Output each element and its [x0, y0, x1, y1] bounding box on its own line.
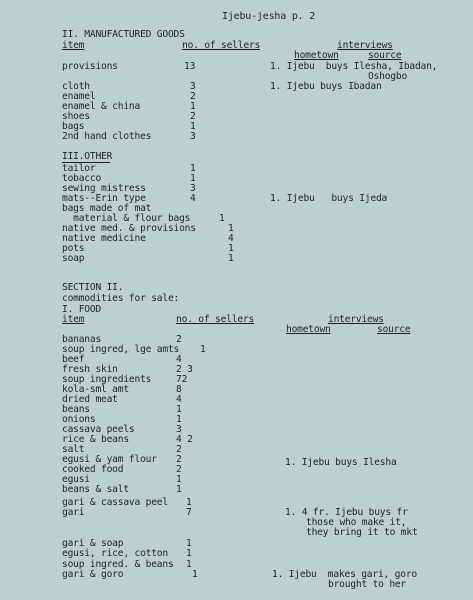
- row-count: 4 2: [176, 434, 193, 445]
- row-item: soup ingred. & beans: [62, 559, 174, 570]
- section-subtitle: commodities for sale:: [62, 293, 180, 304]
- row-count: 7: [186, 507, 192, 518]
- row-item: native med. & provisions: [62, 223, 196, 234]
- row-count: 4: [176, 394, 182, 405]
- row-item: salt: [62, 444, 85, 455]
- page-header: Ijebu-jesha p. 2: [222, 11, 316, 22]
- row-item: material & flour bags: [62, 213, 191, 224]
- row-count: 1: [228, 223, 234, 234]
- row-item: soup ingred, lge amts: [62, 344, 180, 355]
- col-header-sellers: no. of sellers: [176, 314, 255, 325]
- col-header-item: item: [62, 314, 85, 325]
- row-item: gari & soap: [62, 538, 124, 549]
- row-count: 3: [190, 183, 196, 194]
- row-item: cassava peels: [62, 424, 135, 435]
- row-count: 4: [190, 193, 196, 204]
- row-count: 2: [176, 454, 182, 465]
- row-note-cont: they bring it to mkt: [306, 527, 418, 538]
- row-note-cont: those who make it,: [306, 517, 407, 528]
- row-count: 1: [190, 163, 196, 174]
- row-item: sewing mistress: [62, 183, 146, 194]
- row-item: shoes: [62, 111, 90, 122]
- row-item: soup ingredients: [62, 374, 152, 385]
- row-item: egusi & yam flour: [62, 454, 157, 465]
- row-count: 8: [176, 384, 182, 395]
- row-count: 2: [176, 444, 182, 455]
- col-header-source: source: [368, 50, 402, 61]
- row-note: 1. Ijebu makes gari, goro: [272, 569, 417, 580]
- row-item: bags: [62, 121, 85, 132]
- row-count: 13: [184, 61, 196, 72]
- row-item: enamel: [62, 91, 96, 102]
- row-item: native medicine: [62, 233, 146, 244]
- row-note: 1. 4 fr. Ijebu buys fr: [285, 507, 408, 518]
- row-item: bags made of mat: [62, 203, 152, 214]
- row-count: 1: [176, 474, 182, 485]
- row-note: 1. Ijebu buys Ijeda: [270, 193, 388, 204]
- row-note: 1. Ijebu buys Ilesha: [285, 457, 397, 468]
- row-item: gari & goro: [62, 569, 124, 580]
- row-count: 72: [176, 374, 188, 385]
- row-count: 2 3: [176, 364, 193, 375]
- row-count: 1: [186, 548, 192, 559]
- row-count: 1: [228, 253, 234, 264]
- row-item: egusi: [62, 474, 90, 485]
- col-header-item: item: [62, 40, 85, 51]
- row-item: kola-sml amt: [62, 384, 129, 395]
- section-title-food: I. FOOD: [62, 304, 102, 315]
- row-item: beans & salt: [62, 484, 129, 495]
- row-item: onions: [62, 414, 96, 425]
- col-header-sellers: no. of sellers: [182, 40, 261, 51]
- row-count: 2: [190, 91, 196, 102]
- row-item: soap: [62, 253, 85, 264]
- row-count: 1: [228, 243, 234, 254]
- row-item: gari & cassava peel: [62, 497, 168, 508]
- section-title-section2: SECTION II.: [62, 282, 124, 293]
- row-count: 2: [176, 334, 182, 345]
- row-count: 1: [190, 101, 196, 112]
- row-item: mats--Erin type: [62, 193, 146, 204]
- row-item: enamel & china: [62, 101, 141, 112]
- section-title-other: III.OTHER: [62, 151, 113, 162]
- row-item: tobacco: [62, 173, 102, 184]
- row-note: 1. Ijebu buys Ibadan: [270, 81, 382, 92]
- row-item: cloth: [62, 81, 90, 92]
- row-item: beef: [62, 354, 85, 365]
- row-item: tailor: [62, 163, 96, 174]
- row-count: 1: [219, 213, 225, 224]
- row-count: 1: [190, 173, 196, 184]
- row-item: pots: [62, 243, 85, 254]
- col-header-hometown: hometown: [286, 324, 331, 335]
- row-count: 3: [190, 131, 196, 142]
- row-count: 4: [228, 233, 234, 244]
- row-count: 1: [192, 569, 198, 580]
- row-count: 1: [200, 344, 206, 355]
- row-count: 3: [176, 424, 182, 435]
- row-count: 2: [176, 464, 182, 475]
- col-header-hometown: hometown: [294, 50, 339, 61]
- row-item: egusi, rice, cotton: [62, 548, 168, 559]
- row-count: 1: [186, 497, 192, 508]
- col-header-interviews: interviews: [337, 40, 393, 51]
- row-item: beans: [62, 404, 90, 415]
- row-item: provisions: [62, 61, 118, 72]
- col-header-source: source: [377, 324, 411, 335]
- row-note: 1. Ijebu buys Ilesha, Ibadan,: [270, 61, 438, 72]
- col-header-interviews: interviews: [328, 314, 384, 325]
- row-item: fresh skin: [62, 364, 118, 375]
- row-count: 1: [176, 404, 182, 415]
- row-count: 3: [190, 81, 196, 92]
- row-item: rice & beans: [62, 434, 129, 445]
- row-item: dried meat: [62, 394, 118, 405]
- row-count: 2: [190, 111, 196, 122]
- row-note-cont: brought to her: [328, 579, 407, 590]
- row-count: 1: [186, 538, 192, 549]
- section-title-manufactured: II. MANUFACTURED GOODS: [62, 29, 185, 40]
- row-item: cooked food: [62, 464, 124, 475]
- row-count: 1: [176, 414, 182, 425]
- row-count: 1: [190, 121, 196, 132]
- row-item: gari: [62, 507, 85, 518]
- row-item: bananas: [62, 334, 102, 345]
- row-note-cont: Oshogbo: [368, 71, 408, 82]
- row-count: 1: [186, 559, 192, 570]
- row-count: 4: [176, 354, 182, 365]
- row-item: 2nd hand clothes: [62, 131, 152, 142]
- row-count: 1: [176, 484, 182, 495]
